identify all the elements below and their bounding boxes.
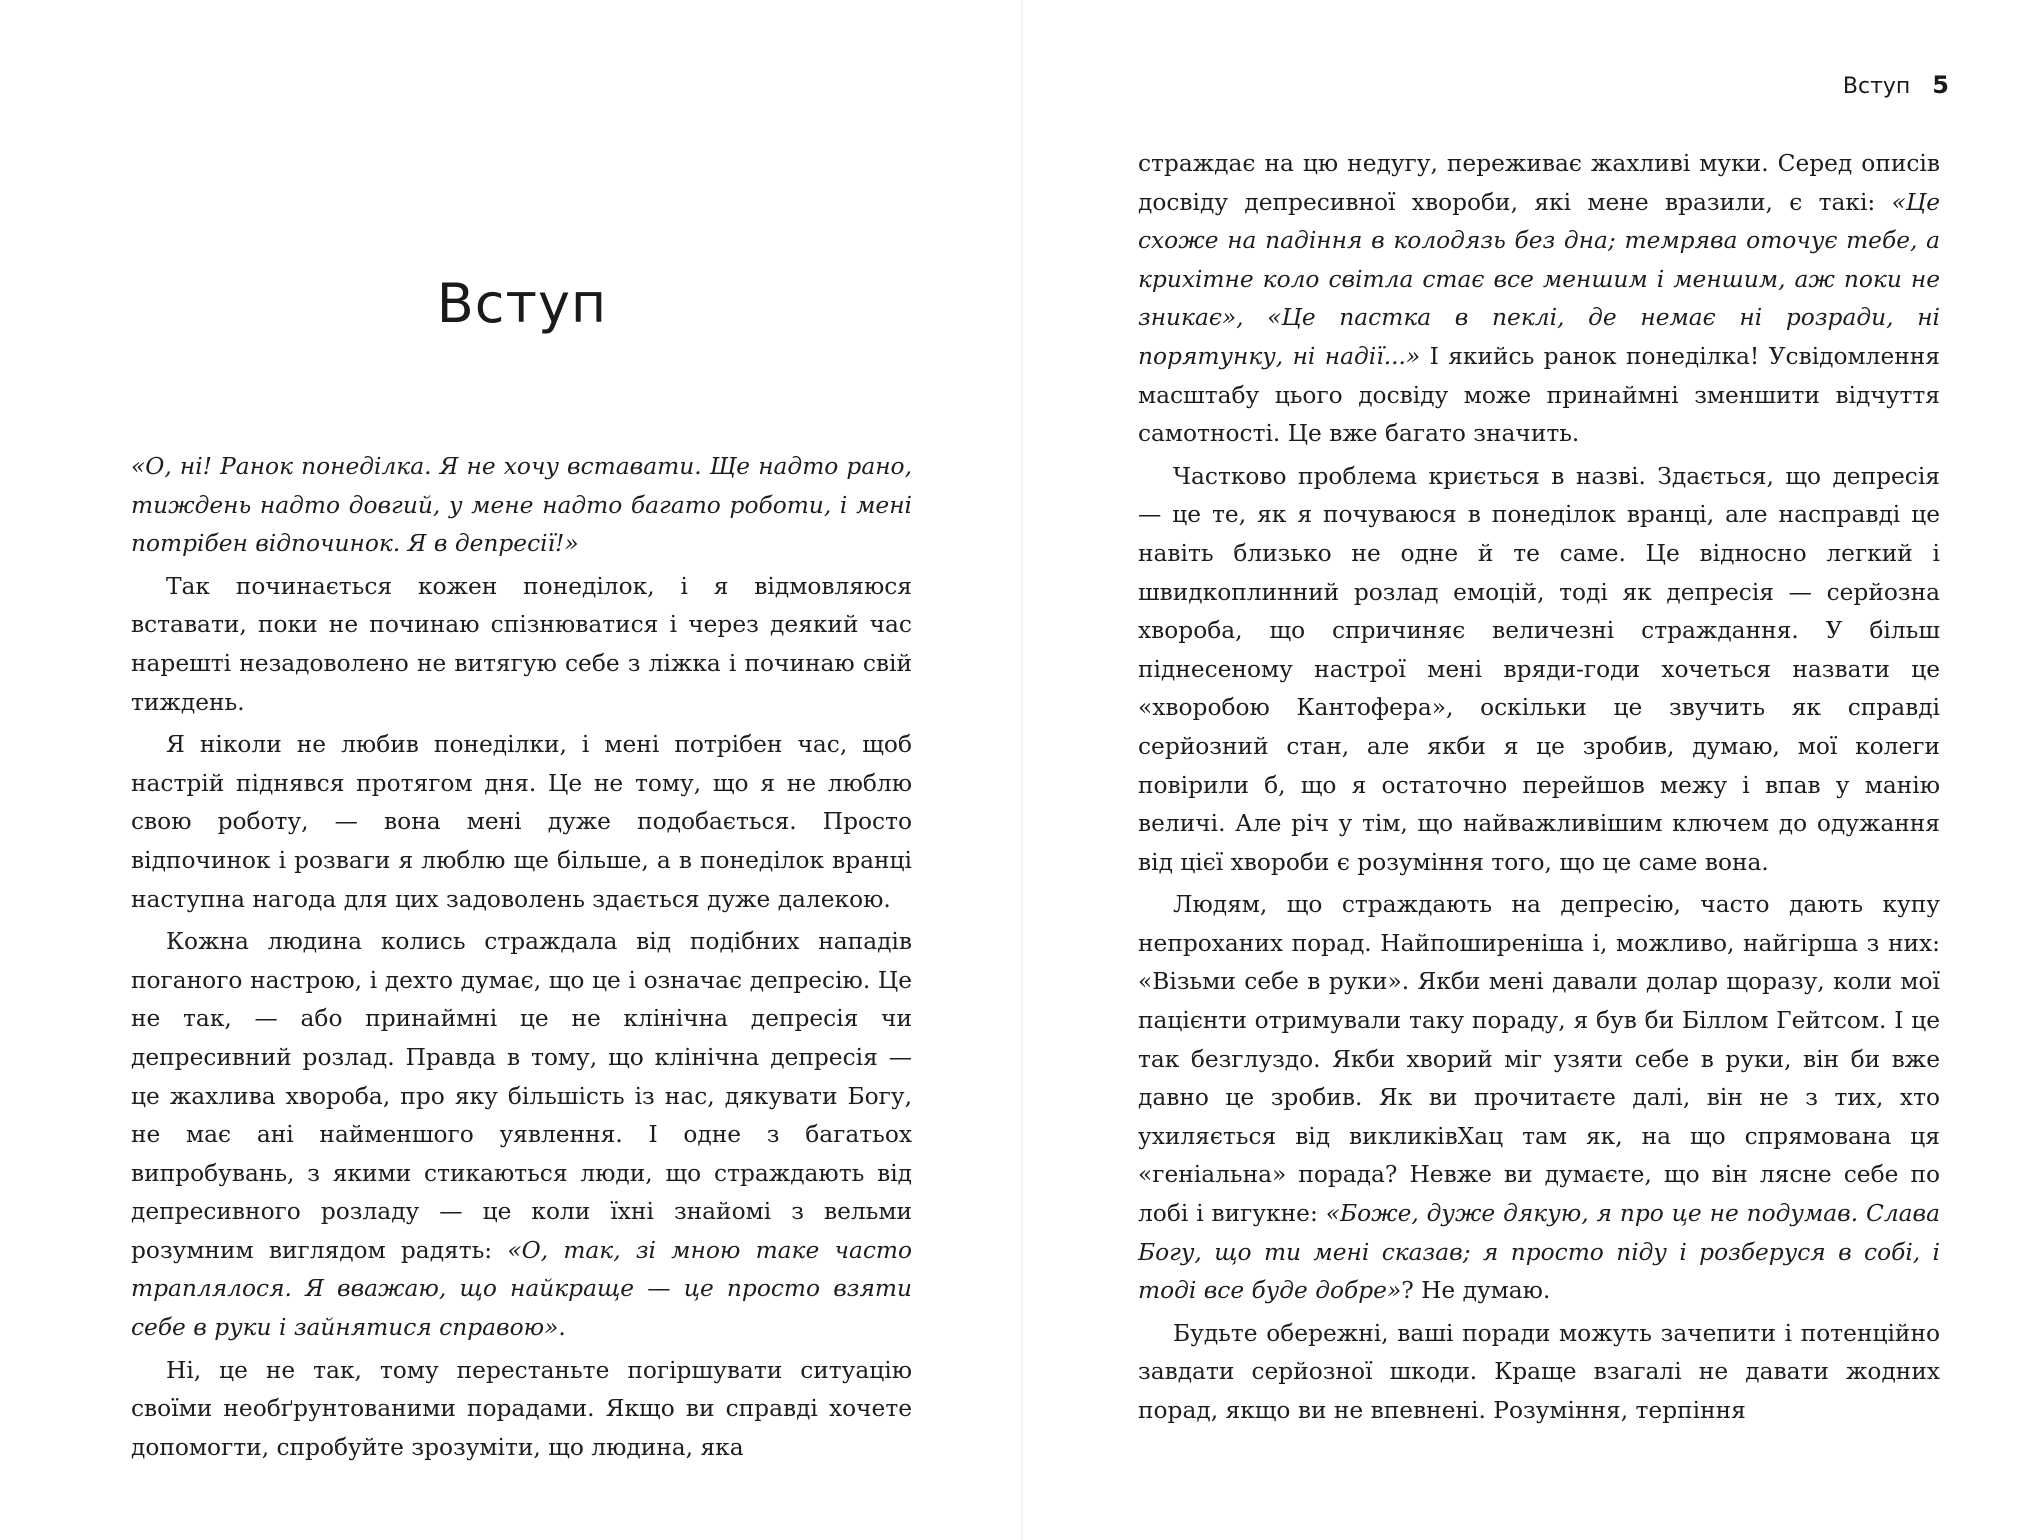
text-run: Кожна людина колись страждала від подібних нападів поганого настрою, і дехто думає, що це і означає депресію. Це не так, — або принаймні це не клінічна депресія чи депресивний розлад. Правда в тому, що клінічна депресія — це жахлива хвороба, про яку більшість із нас, дякувати Богу, не має ані найменшого уявлення. І одне з багатьох випробувань, з якими стикаються люди, що страждають від депресивного розладу — це коли їхні знайомі з вельми розумним виглядом радять: bbox=[131, 928, 912, 1264]
text-run: ? Не думаю. bbox=[1401, 1277, 1551, 1305]
right-page-body bbox=[1138, 145, 1940, 1431]
text-run: Ні, це не так, тому перестаньте погіршувати ситуацію своїми необґрунтованими порадами. Якщо ви справді хочете допомогти, спробуйте зрозуміти, що людина, яка bbox=[131, 1356, 912, 1461]
running-header-title: Вступ bbox=[1842, 74, 1911, 99]
text-run: Будьте обережні, ваші поради можуть зачепити і потенційно завдати серйозної шкоди. Краще взагалі не давати жодних порад, якщо ви не впевнені. Розуміння, терпіння bbox=[1138, 1319, 1940, 1424]
paragraph bbox=[131, 923, 912, 1348]
text-run: Я ніколи не любив понеділки, і мені потрібен час, щоб настрій піднявся протягом дня. Це не тому, що я не люблю свою роботу, — вона мені дуже подобається. Просто відпочинок і розваги я люблю ще більше, а в понеділок вранці наступна нагода для цих задоволень здається дуже далекою. bbox=[131, 731, 912, 913]
italic-quote: «О, так, зі мною таке часто траплялося. Я вважаю, що найкраще — це просто взяти себе в руки і зайнятися справою» bbox=[131, 1236, 912, 1342]
italic-quote: «Це схоже на падіння в колодязь без дна; темрява оточує тебе, а крихітне коло світла стає все меншим і меншим, аж поки не зникає», «Це пастка в пеклі, де немає ні розради, ні порятунку, ні надії...» bbox=[1138, 188, 1940, 370]
paragraph bbox=[131, 726, 912, 919]
paragraph bbox=[131, 1352, 912, 1468]
left-page-body bbox=[131, 448, 912, 1467]
text-run: Так починається кожен понеділок, і я відмовляюся вставати, поки не починаю спізнюватися і через деякий час нарешті незадоволено не витягую себе з ліжка і починаю свій тиждень. bbox=[131, 572, 912, 716]
text-run: І якийсь ранок понеділка! Усвідомлення масштабу цього досвіду може принаймні зменшити відчуття самотності. Це вже багато значить. bbox=[1138, 342, 1940, 448]
paragraph bbox=[1138, 145, 1940, 454]
right-page bbox=[1023, 0, 2044, 1540]
italic-quote: «О, ні! Ранок понеділка. Я не хочу вставати. Ще надто рано, тиждень надто довгий, у мене надто багато роботи, і мені потрібен відпочинок. Я в депресії!» bbox=[131, 453, 912, 558]
text-run: . bbox=[558, 1314, 566, 1342]
paragraph bbox=[1138, 458, 1940, 883]
italic-quote: «Боже, дуже дякую, я про це не подумав. Слава Богу, що ти мені сказав; я просто піду і розберуся в собі, і тоді все буде добре» bbox=[1138, 1200, 1940, 1305]
page-number: 5 bbox=[1932, 71, 1949, 99]
chapter-title: Вступ bbox=[436, 272, 608, 335]
paragraph bbox=[1138, 1315, 1940, 1431]
left-page bbox=[0, 0, 1021, 1540]
text-run: страждає на цю недугу, переживає жахливі муки. Серед описів досвіду депресивної хвороби, які мене вразили, є такі: bbox=[1138, 150, 1940, 216]
paragraph bbox=[131, 568, 912, 722]
text-run: Частково проблема криється в назві. Здається, що депресія — це те, як я почуваюся в понеділок вранці, але насправді це навіть близько не одне й те саме. Це відносно легкий і швидкоплинний розлад емоцій, тоді як депресія — серйозна хвороба, що спричиняє величезні страждання. У більш піднесеному настрої мені вряди-годи хочеться назвати це «хворобою Кантофера», оскільки це звучить як справді серйозний стан, але якби я це зробив, думаю, мої колеги повірили б, що я остаточно перейшов межу і впав у манію величі. Але річ у тім, що найважливішим ключем до одужання від цієї хвороби є розуміння того, що це саме вона. bbox=[1138, 462, 1940, 876]
text-run: Людям, що страждають на депресію, часто дають купу непроханих порад. Найпоширеніша і, можливо, найгірша з них: «Візьми себе в руки». Якби мені давали долар щоразу, коли мої пацієнти отримували таку пораду, я був би Біллом Гейтсом. І це так безглуздо. Якби хворий міг узяти себе в руки, він би вже давно це зробив. Як ви прочитаєте далі, він не з тих, хто ухиляється від викликівХац там як, на що спрямована ця «геніальна» порада? Невже ви думаєте, що він лясне себе по лобі і вигукне: bbox=[1138, 891, 1940, 1228]
paragraph bbox=[131, 448, 912, 564]
running-header bbox=[1843, 71, 1949, 99]
paragraph bbox=[1138, 886, 1940, 1311]
